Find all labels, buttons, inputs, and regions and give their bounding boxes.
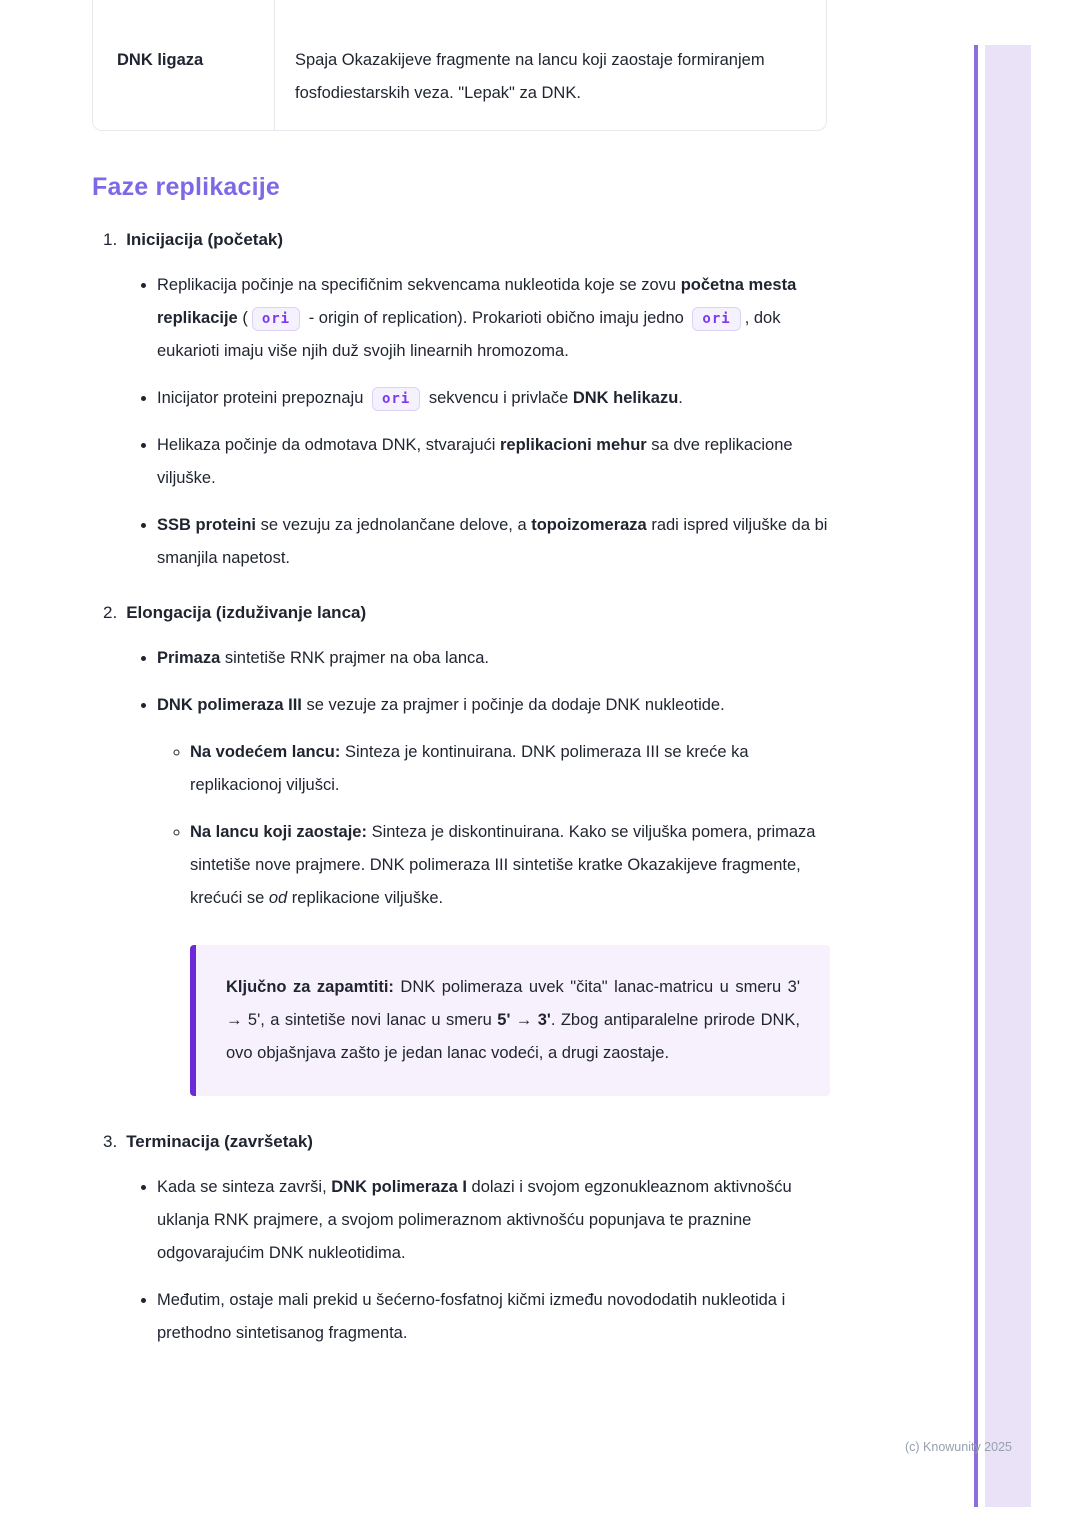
list-item	[157, 1284, 830, 1350]
item-header	[92, 603, 830, 623]
sub-bullet-list	[157, 736, 830, 915]
callout-text: Ključno za zapamtiti: DNK polimeraza uvek "čita" lanac-matricu u smeru 3' → 5', a sintetiše novi lanac u smeru 5' → 3'. Zbog antiparalelne prirode DNK, ovo objašnjava zašto je jedan lanac vodeći, a drugi zaostaje.	[226, 978, 800, 1062]
item-number: 2.	[103, 603, 118, 622]
item-header	[92, 1132, 830, 1152]
page-title: Faze replikacije	[92, 173, 281, 201]
list-item	[157, 269, 830, 368]
list-item	[157, 382, 830, 415]
sub-list-item	[190, 816, 830, 915]
document-content	[92, 0, 830, 1374]
definition-cell: Spaja Okazakijeve fragmente na lancu koji zaostaje formiranjem fosfodiestarskih veza. "Lepak" za DNK.	[274, 0, 826, 130]
item-number: 3.	[103, 1132, 118, 1151]
list-item-text: Na lancu koji zaostaje: Sinteza je diskontinuirana. Kako se viljuška pomera, primaza sintetiše nove prajmere. DNK polimeraza III sintetiše kratke Okazakijeve fragmente, krećući se od replikacione viljuške.	[190, 823, 816, 907]
key-note-callout	[190, 945, 830, 1096]
copyright-notice: (c) Knowunity 2025	[904, 1440, 1012, 1454]
list-item	[157, 642, 830, 675]
list-item-text: Inicijator proteini prepoznaju ori sekvencu i privlače DNK helikazu.	[157, 389, 683, 407]
bullet-list	[92, 1171, 830, 1350]
list-item-text: Replikacija počinje na specifičnim sekvencama nukleotida koje se zovu početna mesta replikacije ( ori - origin of replication). Prokarioti obično imaju jedno ori , dok eukarioti imaju više njih duž svojih linearnih hromozoma.	[157, 276, 797, 360]
bullet-list	[92, 269, 830, 575]
item-header	[92, 230, 830, 250]
list-item-text: Kada se sinteza završi, DNK polimeraza I dolazi i svojom egzonukleaznom aktivnošću uklanja RNK prajmere, a svojom polimeraznom aktivnošću popunjava te praznine odgovarajućim DNK nukleotidima.	[157, 1178, 792, 1262]
item-number: 1.	[103, 230, 118, 249]
page-edge-line	[974, 45, 978, 1507]
sub-list-item	[190, 736, 830, 802]
list-item-text: Primaza sintetiše RNK prajmer na oba lanca.	[157, 649, 490, 667]
list-item-text: Međutim, ostaje mali prekid u šećerno-fosfatnoj kičmi između novododatih nukleotida i prethodno sintetisanog fragmenta.	[157, 1291, 786, 1342]
bullet-list	[92, 642, 830, 915]
list-item-text: Na vodećem lancu: Sinteza je kontinuirana. DNK polimeraza III se kreće ka replikacionoj viljušci.	[190, 743, 749, 794]
numbered-item-initiation	[92, 230, 830, 575]
list-item-text: DNK polimeraza III se vezuje za prajmer i počinje da dodaje DNK nukleotide.	[157, 696, 725, 714]
definition-table-row	[92, 0, 827, 131]
numbered-item-termination	[92, 1132, 830, 1350]
list-item	[157, 509, 830, 575]
item-title: Elongacija (izduživanje lanca)	[126, 603, 367, 622]
item-title: Terminacija (završetak)	[126, 1132, 313, 1151]
list-item	[157, 429, 830, 495]
list-item-text: SSB proteini se vezuju za jednolančane delove, a topoizomeraza radi ispred viljuške da bi smanjila napetost.	[157, 516, 828, 567]
numbered-item-elongation	[92, 603, 830, 1096]
page-edge-strip	[985, 45, 1031, 1507]
term-cell: DNK ligaza	[117, 51, 204, 69]
item-title: Inicijacija (početak)	[126, 230, 284, 249]
list-item-text: Helikaza počinje da odmotava DNK, stvarajući replikacioni mehur sa dve replikacione viljuške.	[157, 436, 793, 487]
list-item	[157, 689, 830, 915]
list-item	[157, 1171, 830, 1270]
